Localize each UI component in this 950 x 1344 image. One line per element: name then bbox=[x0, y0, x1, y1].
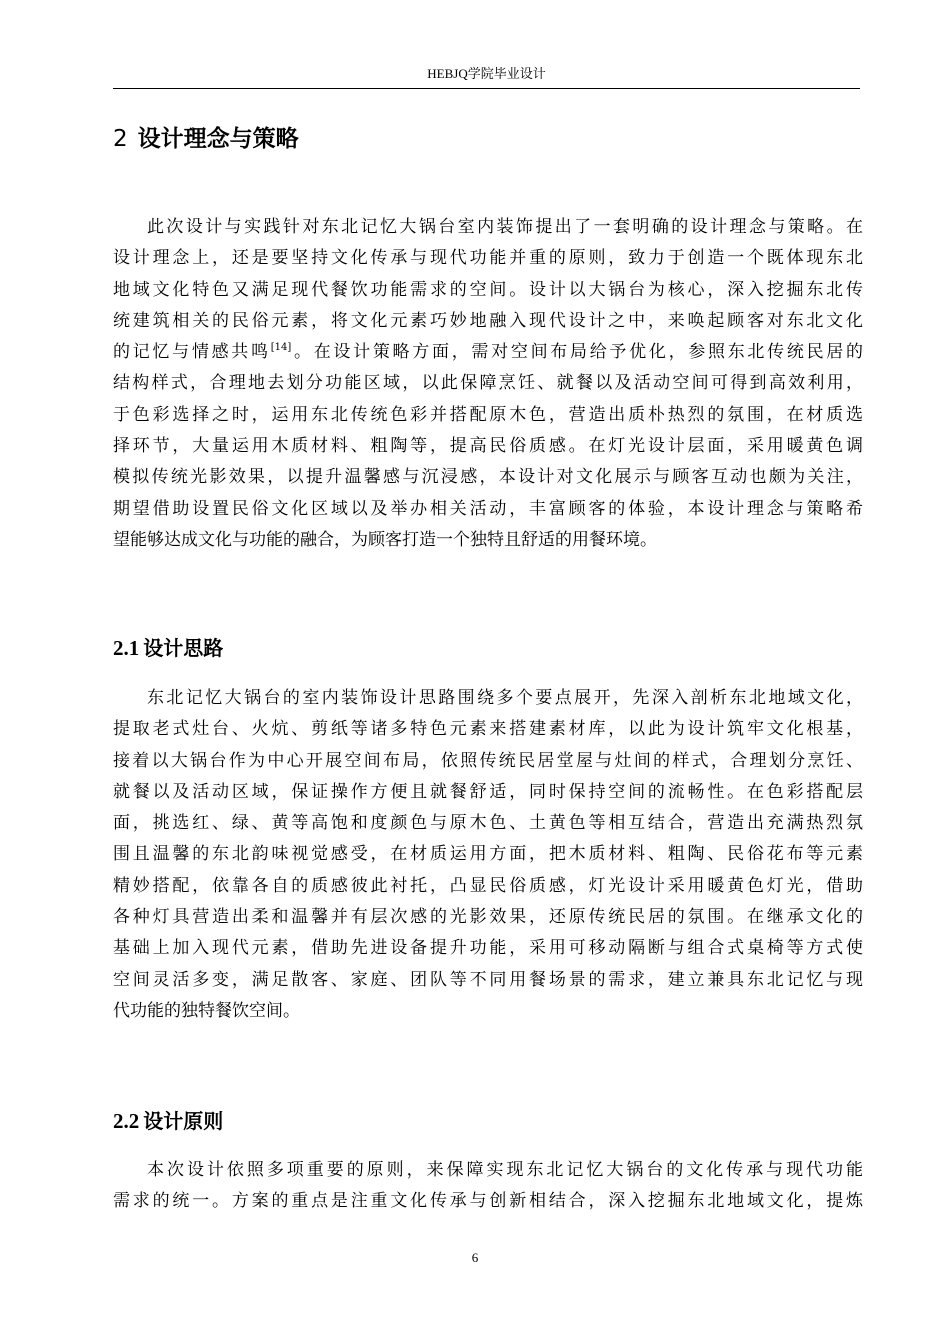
paragraph-line: 统建筑相关的民俗元素，将文化元素巧妙地融入现代设计之中，来唤起顾客对东北文化 bbox=[113, 310, 863, 331]
paragraph-line: 接着以大锅台作为中心开展空间布局，依照传统民居堂屋与灶间的样式，合理划分烹饪、 bbox=[113, 750, 863, 771]
section-number: 2.1 bbox=[113, 636, 140, 660]
chapter-title: 设计理念与策略 bbox=[137, 126, 299, 152]
paragraph-text: 。在设计策略方面，需对空间布局给予优化，参照东北传统民居的 bbox=[291, 342, 864, 363]
paragraph-line: 望能够达成文化与功能的融合，为顾客打造一个独特且舒适的用餐环境。 bbox=[113, 529, 657, 550]
paragraph-line: 本次设计依照多项重要的原则，来保障实现东北记忆大锅台的文化传承与现代功能 bbox=[147, 1160, 863, 1180]
paragraph-line: 择环节，大量运用木质材料、粗陶等，提高民俗质感。在灯光设计层面，采用暖黄色调 bbox=[113, 436, 863, 457]
citation-ref: [14] bbox=[270, 342, 292, 354]
section-heading-2-1 bbox=[113, 633, 223, 663]
section-number: 2.2 bbox=[113, 1109, 140, 1133]
paragraph-line: 模拟传统光影效果，以提升温馨感与沉浸感，本设计对文化展示与顾客互动也颇为关注， bbox=[113, 467, 863, 488]
paragraph-line: 代功能的独特餐饮空间。 bbox=[113, 1000, 300, 1021]
paragraph-line: 此次设计与实践针对东北记忆大锅台室内装饰提出了一套明确的设计理念与策略。在 bbox=[147, 217, 863, 237]
paragraph-line: 精妙搭配，依靠各自的质感彼此衬托，凸显民俗质感，灯光设计采用暖黄色灯光，借助 bbox=[113, 875, 863, 896]
paragraph-line: 各种灯具营造出柔和温馨并有层次感的光影效果，还原传统民居的氛围。在继承文化的 bbox=[113, 907, 863, 928]
page-header bbox=[113, 66, 860, 89]
paragraph-line: 结构样式，合理地去划分功能区域，以此保障烹饪、就餐以及活动空间可得到高效利用， bbox=[113, 373, 863, 394]
paragraph-line: 空间灵活多变，满足散客、家庭、团队等不同用餐场景的需求，建立兼具东北记忆与现 bbox=[113, 969, 863, 990]
paragraph-text: 的记忆与情感共鸣 bbox=[113, 342, 271, 363]
paragraph-line: 于色彩选择之时，运用东北传统色彩并搭配原木色，营造出质朴热烈的氛围，在材质选 bbox=[113, 404, 863, 425]
paragraph-line: 围且温馨的东北韵味视觉感受，在材质运用方面，把木质材料、粗陶、民俗花布等元素 bbox=[113, 844, 863, 865]
section-title: 设计思路 bbox=[143, 636, 224, 660]
paragraph-line: 就餐以及活动区域，保证操作方便且就餐舒适，同时保持空间的流畅性。在色彩搭配层 bbox=[113, 781, 863, 802]
chapter-heading bbox=[113, 122, 299, 156]
paragraph-line: 基础上加入现代元素，借助先进设备提升功能，采用可移动隔断与组合式桌椅等方式使 bbox=[113, 938, 863, 959]
chapter-number: 2 bbox=[113, 126, 128, 152]
section-2-2-paragraph bbox=[113, 1155, 863, 1218]
paragraph-line-with-citation bbox=[113, 337, 863, 368]
paragraph-line: 需求的统一。方案的重点是注重文化传承与创新相结合，深入挖掘东北地域文化，提炼 bbox=[113, 1191, 863, 1212]
header-text: HEBJQ学院毕业设计 bbox=[427, 66, 546, 81]
paragraph-line: 面，挑选红、绿、黄等高饱和度颜色与原木色、土黄色等相互结合，营造出充满热烈氛 bbox=[113, 813, 863, 834]
section-2-1-paragraph bbox=[113, 683, 863, 1027]
paragraph-line: 提取老式灶台、火炕、剪纸等诸多特色元素来搭建素材库，以此为设计筑牢文化根基， bbox=[113, 719, 863, 740]
section-title: 设计原则 bbox=[143, 1109, 224, 1133]
paragraph-line: 设计理念上，还是要坚持文化传承与现代功能并重的原则，致力于创造一个既体现东北 bbox=[113, 248, 863, 269]
section-heading-2-2 bbox=[113, 1106, 223, 1136]
paragraph-line: 东北记忆大锅台的室内装饰设计思路围绕多个要点展开，先深入剖析东北地域文化， bbox=[147, 688, 863, 708]
paragraph-line: 地域文化特色又满足现代餐饮功能需求的空间。设计以大锅台为核心，深入挖掘东北传 bbox=[113, 279, 863, 300]
paragraph-line: 期望借助设置民俗文化区域以及举办相关活动，丰富顾客的体验，本设计理念与策略希 bbox=[113, 498, 863, 519]
intro-paragraph bbox=[113, 212, 863, 556]
page-number: 6 bbox=[471, 1250, 479, 1265]
